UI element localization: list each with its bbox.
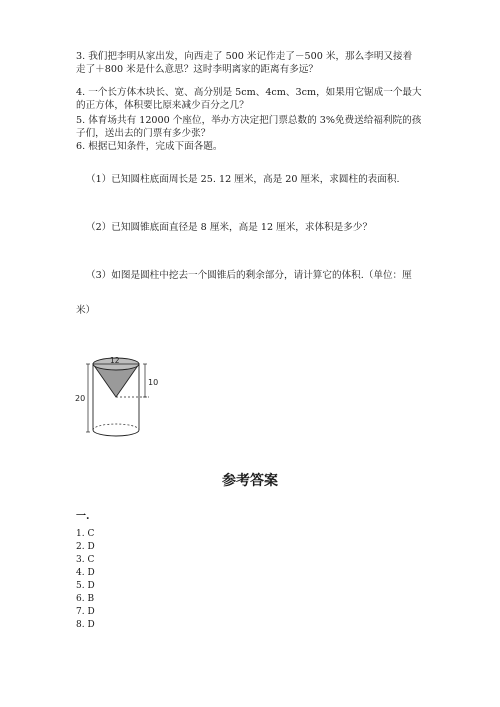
question-3-line-2: 走了＋800 米是什么意思？这时李明离家的距离有多远？ [76, 64, 319, 75]
cylinder-cone-figure [72, 348, 172, 443]
answer-item: 5. D [76, 581, 95, 591]
answer-item: 8. D [76, 620, 95, 630]
sub-question-2: （2）已知圆锥底面直径是 8 厘米，高是 12 厘米，求体积是多少？ [86, 222, 373, 233]
answer-item: 3. C [76, 555, 95, 565]
question-6-line-1: 6. 根据已知条件，完成下面各题。 [76, 141, 223, 152]
question-5-line-2: 子们，送出去的门票有多少张？ [76, 128, 211, 139]
answer-item: 1. C [76, 529, 95, 539]
sub-question-3-line-2: 米） [76, 305, 96, 316]
answer-item: 4. D [76, 568, 95, 578]
cylinder-bottom-back [93, 424, 139, 430]
cone-height-label: 10 [148, 378, 159, 387]
answer-item: 7. D [76, 607, 95, 617]
cylinder-bottom-front [93, 430, 139, 436]
answers-title: 参考答案 [222, 473, 278, 489]
answer-item: 2. D [76, 542, 95, 552]
sub-question-1: （1）已知圆柱底面周长是 25. 12 厘米，高是 20 厘米，求圆柱的表面积. [86, 174, 400, 185]
sub-question-3-line-1: （3）如图是圆柱中挖去一个圆锥后的剩余部分，请计算它的体积.（单位：厘 [86, 270, 412, 281]
answers-section-label: 一. [76, 511, 90, 522]
question-3-line-1: 3. 我们把李明从家出发，向西走了 500 米记作走了－500 米，那么李明又接着 [76, 51, 413, 62]
top-diameter-label: 12 [110, 356, 120, 365]
question-4-line-1: 4. 一个长方体木块长、宽、高分别是 5cm、4cm、3cm，如果用它锯成一个最大 [76, 87, 422, 98]
question-5-line-1: 5. 体育场共有 12000 个座位，举办方决定把门票总数的 3%免费送给福利院的孩 [76, 115, 422, 126]
answer-item: 6. B [76, 594, 95, 604]
question-4-line-2: 的正方体，体积要比原来减少百分之几？ [76, 100, 249, 111]
cylinder-height-label: 20 [75, 394, 86, 403]
